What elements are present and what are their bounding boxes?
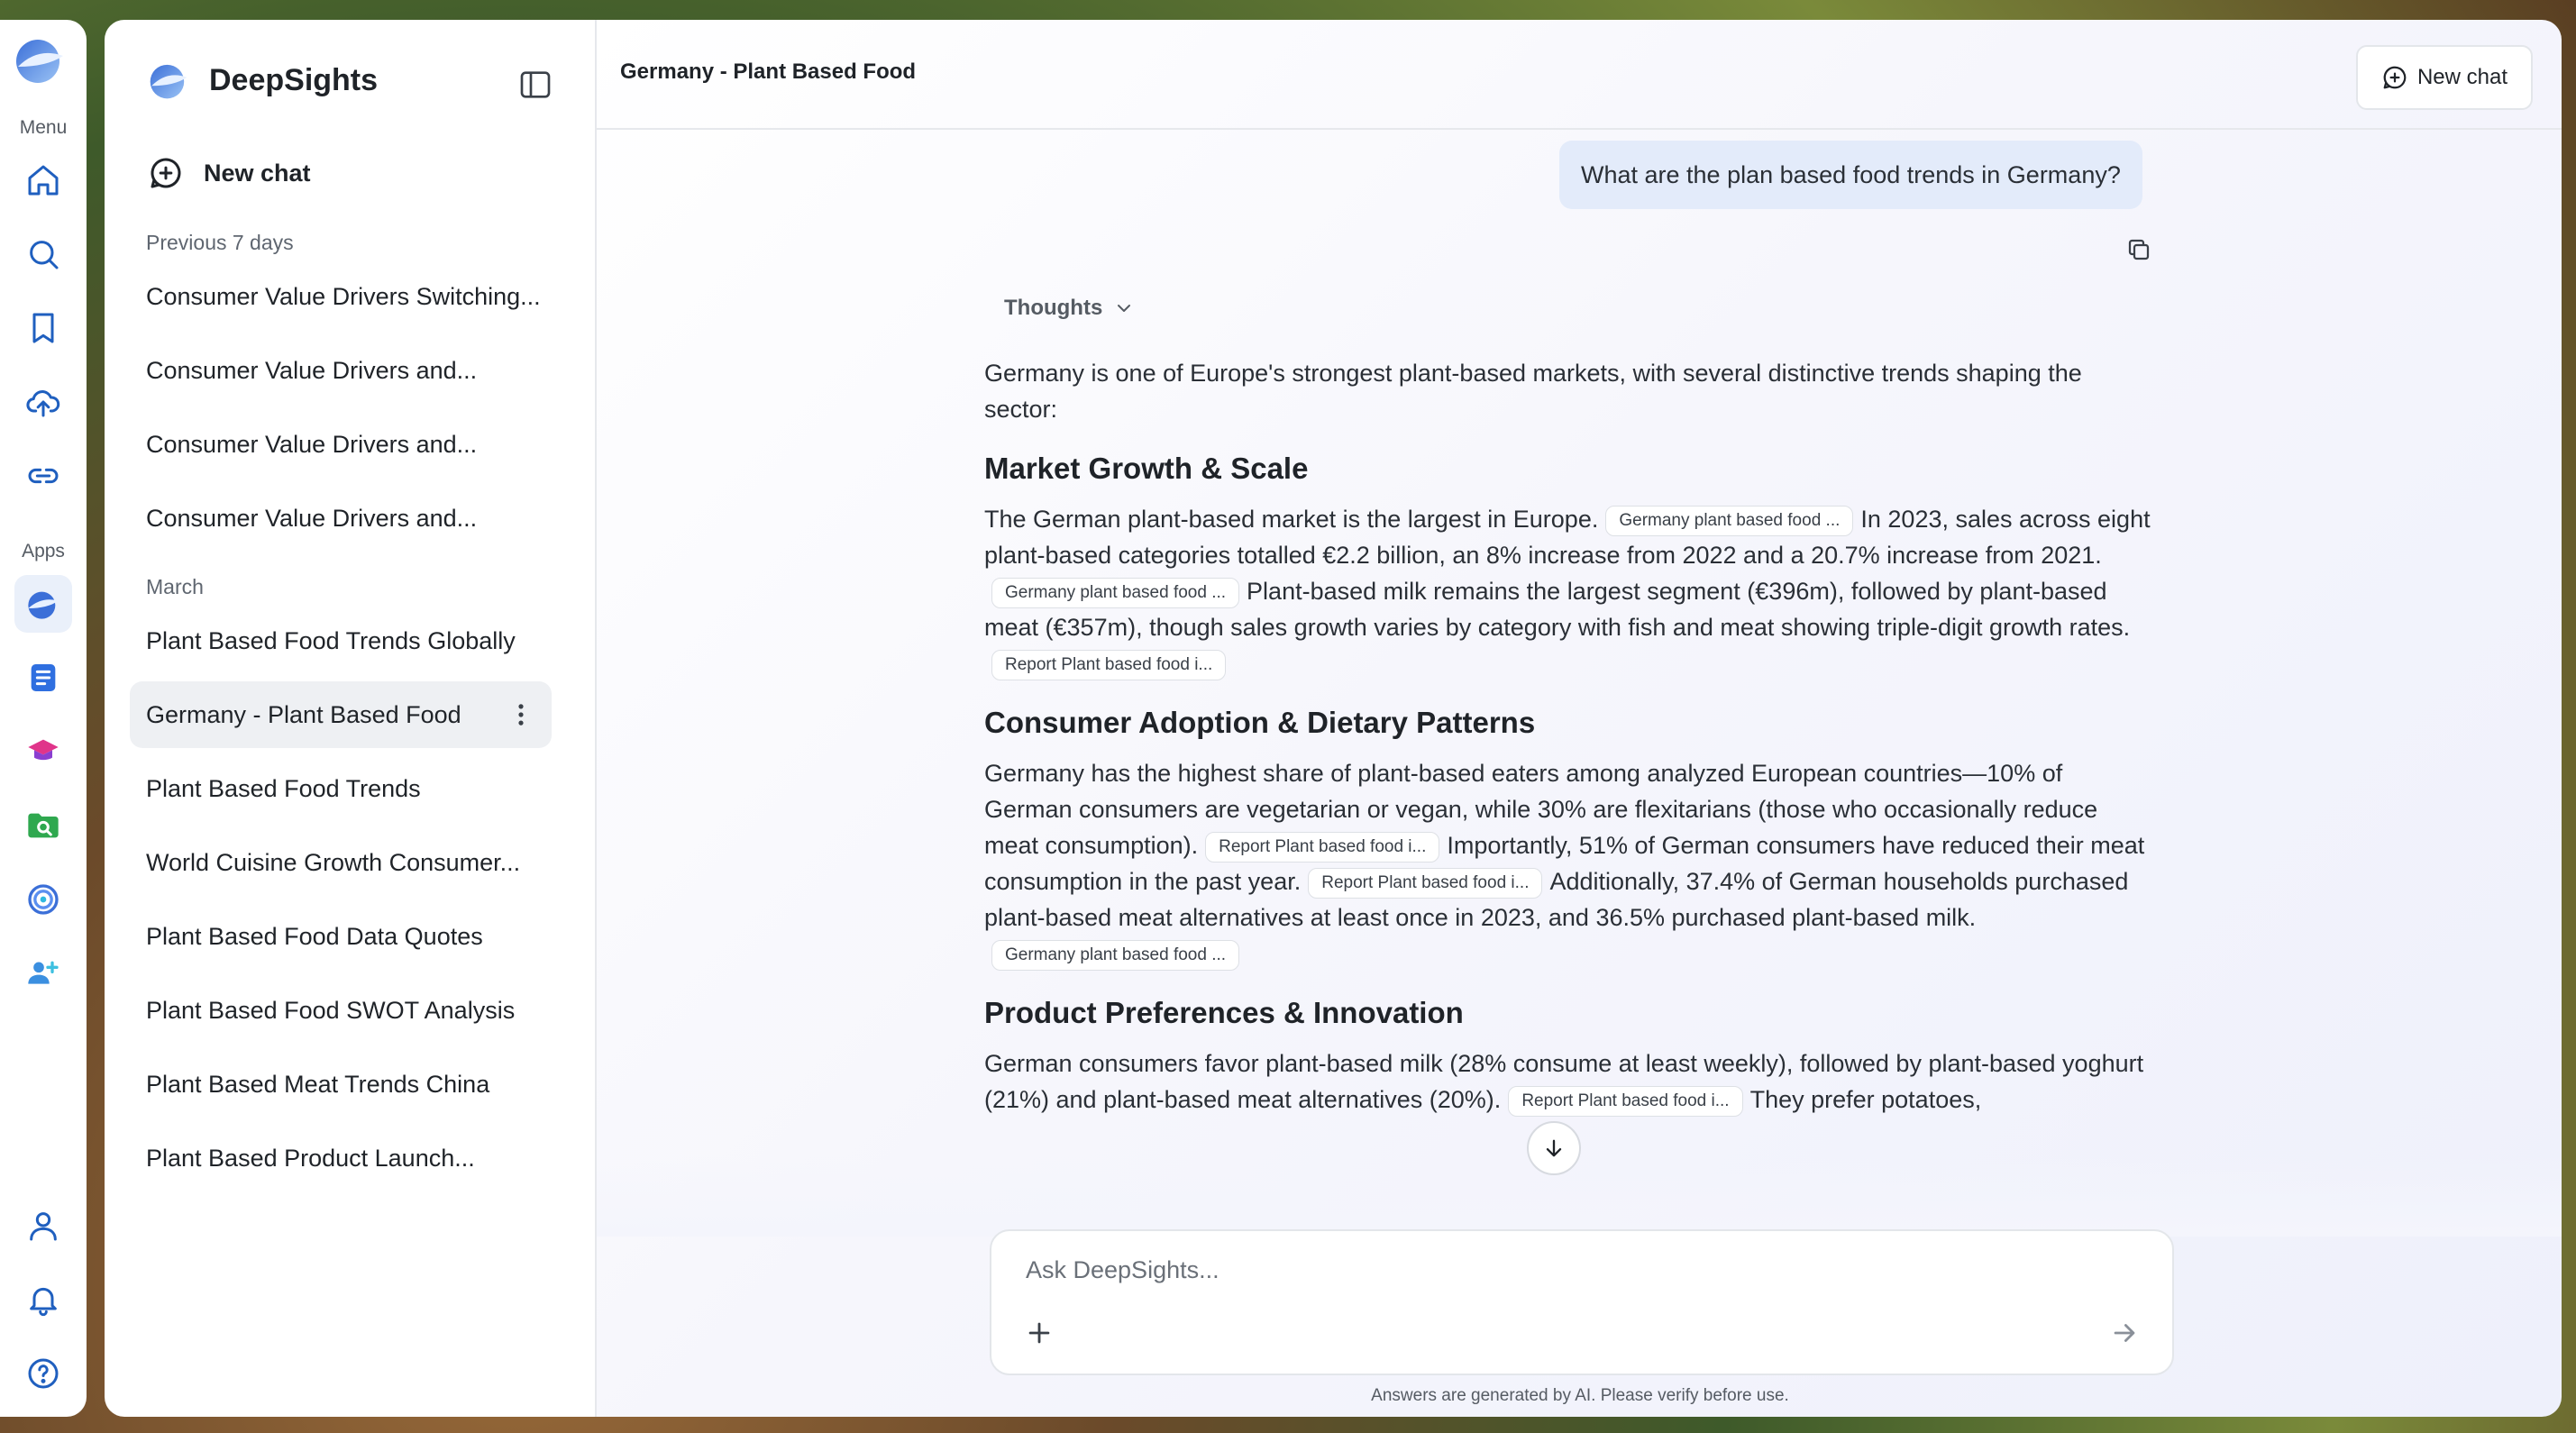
home-icon[interactable] xyxy=(14,151,72,209)
section-paragraph xyxy=(984,755,2156,972)
source-citation-chip[interactable]: Report Plant based food i... xyxy=(1205,832,1439,863)
folder-search-app-icon[interactable] xyxy=(14,797,72,854)
deepsights-app-icon[interactable] xyxy=(14,575,72,633)
source-citation-chip[interactable]: Report Plant based food i... xyxy=(1308,868,1542,899)
assistant-answer xyxy=(984,355,2156,1139)
copy-icon[interactable] xyxy=(2125,236,2152,263)
deepsights-logo-icon[interactable] xyxy=(11,31,69,88)
history-item[interactable]: World Cuisine Growth Consumer... xyxy=(146,848,521,876)
upload-icon[interactable] xyxy=(14,373,72,431)
history-item-label: Germany - Plant Based Food xyxy=(146,700,461,728)
answer-text: Plant-based milk remains the largest segment (€396m), followed by plant-based meat (€357m), though sales growth varies by category with fish and meat showing triple-digit growth rates. xyxy=(984,578,2131,641)
source-citation-chip[interactable]: Germany plant based food ... xyxy=(991,940,1239,971)
bell-icon[interactable] xyxy=(14,1271,72,1328)
scroll-to-bottom-button[interactable] xyxy=(1527,1121,1581,1175)
answer-text: German consumers favor plant-based milk (28% consume at least weekly), followed by plant-based yoghurt (21%) and plant-based meat alternatives (20%). xyxy=(984,1050,2144,1113)
chat-title: Germany - Plant Based Food xyxy=(620,59,917,84)
section-paragraph xyxy=(984,1045,2156,1118)
ask-input[interactable] xyxy=(1024,1249,2109,1291)
ai-disclaimer: Answers are generated by AI. Please verify before use. xyxy=(1371,1386,1789,1405)
source-citation-chip[interactable]: Germany plant based food ... xyxy=(1605,506,1853,536)
menu-caption: Menu xyxy=(19,117,68,138)
link-icon[interactable] xyxy=(14,447,72,505)
section-heading: Market Growth & Scale xyxy=(984,452,1309,485)
source-citation-chip[interactable]: Report Plant based food i... xyxy=(991,650,1226,680)
radar-app-icon[interactable] xyxy=(14,871,72,928)
arrow-down-icon xyxy=(1541,1136,1567,1161)
bookmark-icon[interactable] xyxy=(14,299,72,357)
user-plus-app-icon[interactable] xyxy=(14,945,72,1002)
history-item[interactable]: Plant Based Meat Trends China xyxy=(146,1070,490,1098)
history-item[interactable]: Consumer Value Drivers and... xyxy=(146,356,478,384)
help-icon[interactable] xyxy=(14,1345,72,1402)
new-chat-button[interactable] xyxy=(148,155,311,191)
header-new-chat-label: New chat xyxy=(2416,65,2507,89)
graduation-app-icon[interactable] xyxy=(14,723,72,780)
new-chat-icon xyxy=(148,155,184,191)
answer-text: The German plant-based market is the largest in Europe. xyxy=(984,506,1599,533)
header-new-chat-button[interactable] xyxy=(2356,45,2533,110)
more-options-icon[interactable] xyxy=(517,703,525,726)
brand xyxy=(146,58,378,103)
chat-history-sidebar xyxy=(105,20,597,1417)
thoughts-toggle[interactable] xyxy=(1004,296,1135,321)
answer-text: They prefer potatoes, xyxy=(1749,1086,1982,1113)
plus-icon[interactable] xyxy=(1024,1318,1055,1348)
brand-logo-icon xyxy=(146,58,191,103)
history-item[interactable]: Plant Based Food Trends Globally xyxy=(146,626,516,654)
history-item[interactable]: Plant Based Food Trends xyxy=(146,774,421,802)
user-icon[interactable] xyxy=(14,1197,72,1255)
scroll-fade xyxy=(597,1155,2562,1237)
chat-header xyxy=(597,20,2562,130)
answer-intro: Germany is one of Europe's strongest plant-based markets, with several distinctive trends shaping the sector: xyxy=(984,360,2082,423)
history-item-active[interactable] xyxy=(130,681,552,748)
answer-text: Additionally, 37.4% of German households purchased plant-based meat alternatives at least once in 2023, and 36.5% purchased plant-based milk. xyxy=(984,868,2129,931)
send-arrow-icon[interactable] xyxy=(2109,1318,2140,1348)
history-item[interactable]: Consumer Value Drivers and... xyxy=(146,430,478,458)
apps-caption: Apps xyxy=(22,541,65,561)
history-item[interactable]: Plant Based Food SWOT Analysis xyxy=(146,996,516,1024)
document-app-icon[interactable] xyxy=(14,649,72,707)
chat-main xyxy=(597,20,2562,1417)
group-label-previous-7-days: Previous 7 days xyxy=(146,231,294,254)
history-item[interactable]: Consumer Value Drivers Switching... xyxy=(146,282,541,310)
answer-text: In 2023, sales across eight plant-based categories totalled €2.2 billion, an 8% increase from 2022 and a 20.7% increase from 2021. xyxy=(984,506,2151,569)
icon-rail xyxy=(0,20,87,1417)
chevron-down-icon xyxy=(1113,297,1135,319)
brand-name: DeepSights xyxy=(209,62,379,97)
source-citation-chip[interactable]: Report Plant based food i... xyxy=(1508,1086,1742,1117)
history-item[interactable]: Plant Based Product Launch... xyxy=(146,1144,475,1172)
new-chat-icon xyxy=(2381,64,2408,91)
thoughts-label: Thoughts xyxy=(1004,296,1103,320)
source-citation-chip[interactable]: Germany plant based food ... xyxy=(991,578,1239,608)
answer-text: Importantly, 51% of German consumers have reduced their meat consumption in the past year. xyxy=(984,832,2145,895)
answer-text: Germany has the highest share of plant-based eaters among analyzed European countries—10% of German consumers are vegetarian or vegan, while 30% are flexitarians (those who occasionally reduce meat consumption). xyxy=(984,760,2098,859)
user-message: What are the plan based food trends in Germany? xyxy=(1559,141,2142,209)
chat-composer xyxy=(990,1229,2174,1375)
section-heading: Product Preferences & Innovation xyxy=(984,996,1464,1029)
section-heading: Consumer Adoption & Dietary Patterns xyxy=(984,706,1536,739)
search-icon[interactable] xyxy=(14,225,72,283)
group-label-march: March xyxy=(146,575,204,598)
new-chat-label: New chat xyxy=(204,159,311,187)
collapse-sidebar-icon[interactable] xyxy=(517,67,553,103)
section-paragraph xyxy=(984,501,2156,681)
history-item[interactable]: Plant Based Food Data Quotes xyxy=(146,922,483,950)
history-item[interactable]: Consumer Value Drivers and... xyxy=(146,504,478,532)
